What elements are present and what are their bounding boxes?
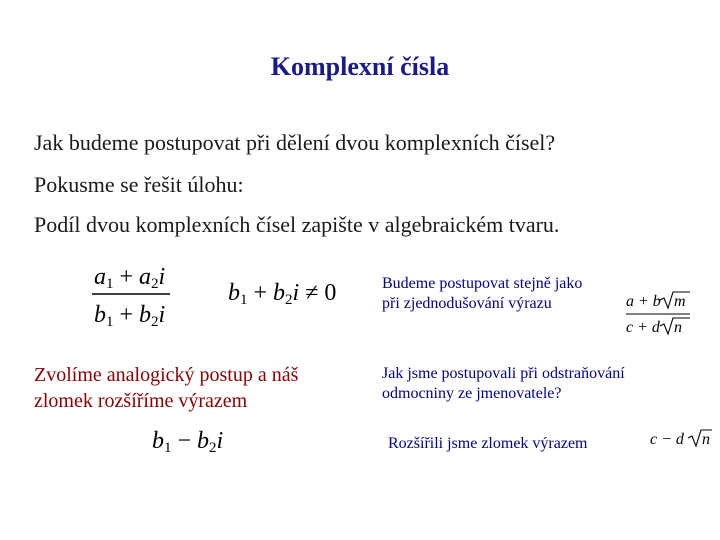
- note-analogous-approach: [34, 362, 298, 414]
- note-expanded-fraction: Rozšířili jsme zlomek výrazem: [388, 435, 588, 452]
- complex-fraction: [86, 258, 186, 330]
- note-same-approach: [382, 274, 582, 314]
- conjugate-expression: [150, 424, 240, 458]
- svg-text:n: n: [702, 431, 710, 448]
- page-title: Komplexní čísla: [270, 52, 450, 81]
- fraction-numerator: a1 + a2i: [94, 264, 166, 292]
- radical-fraction: [624, 288, 692, 338]
- svg-text:c − d: c − d: [650, 431, 684, 448]
- svg-text:c + d: c + d: [626, 319, 660, 336]
- note-removing-radical-line2: odmocniny ze jmenovatele?: [382, 385, 562, 402]
- radical-conjugate: [648, 424, 714, 452]
- intro-assignment: Podíl dvou komplexních čísel zapište v algebraickém tvaru.: [34, 212, 560, 237]
- note-analogous-approach-line2: zlomek rozšíříme výrazem: [34, 390, 248, 412]
- note-removing-radical-line1: Jak jsme postupovali při odstraňování: [382, 365, 625, 382]
- intro-question: Jak budeme postupovat při dělení dvou komplexních čísel?: [34, 130, 556, 155]
- svg-text:n: n: [674, 319, 682, 336]
- note-removing-radical: [382, 364, 625, 404]
- intro-task: Pokusme se řešit úlohu:: [34, 172, 244, 197]
- fraction-denominator: b1 + b2i: [94, 302, 166, 330]
- svg-text:a + b: a + b: [626, 293, 661, 310]
- nonzero-condition: [226, 274, 356, 310]
- note-same-approach-line1: Budeme postupovat stejně jako: [382, 275, 583, 292]
- note-analogous-approach-line1: Zvolíme analogický postup a náš: [34, 364, 299, 386]
- note-same-approach-line2: při zjednodušování výrazu: [382, 295, 552, 312]
- svg-text:b1 − b2i: b1 − b2i: [152, 428, 224, 456]
- svg-text:b1 + b2i ≠ 0: b1 + b2i ≠ 0: [228, 280, 337, 308]
- svg-text:m: m: [674, 293, 686, 310]
